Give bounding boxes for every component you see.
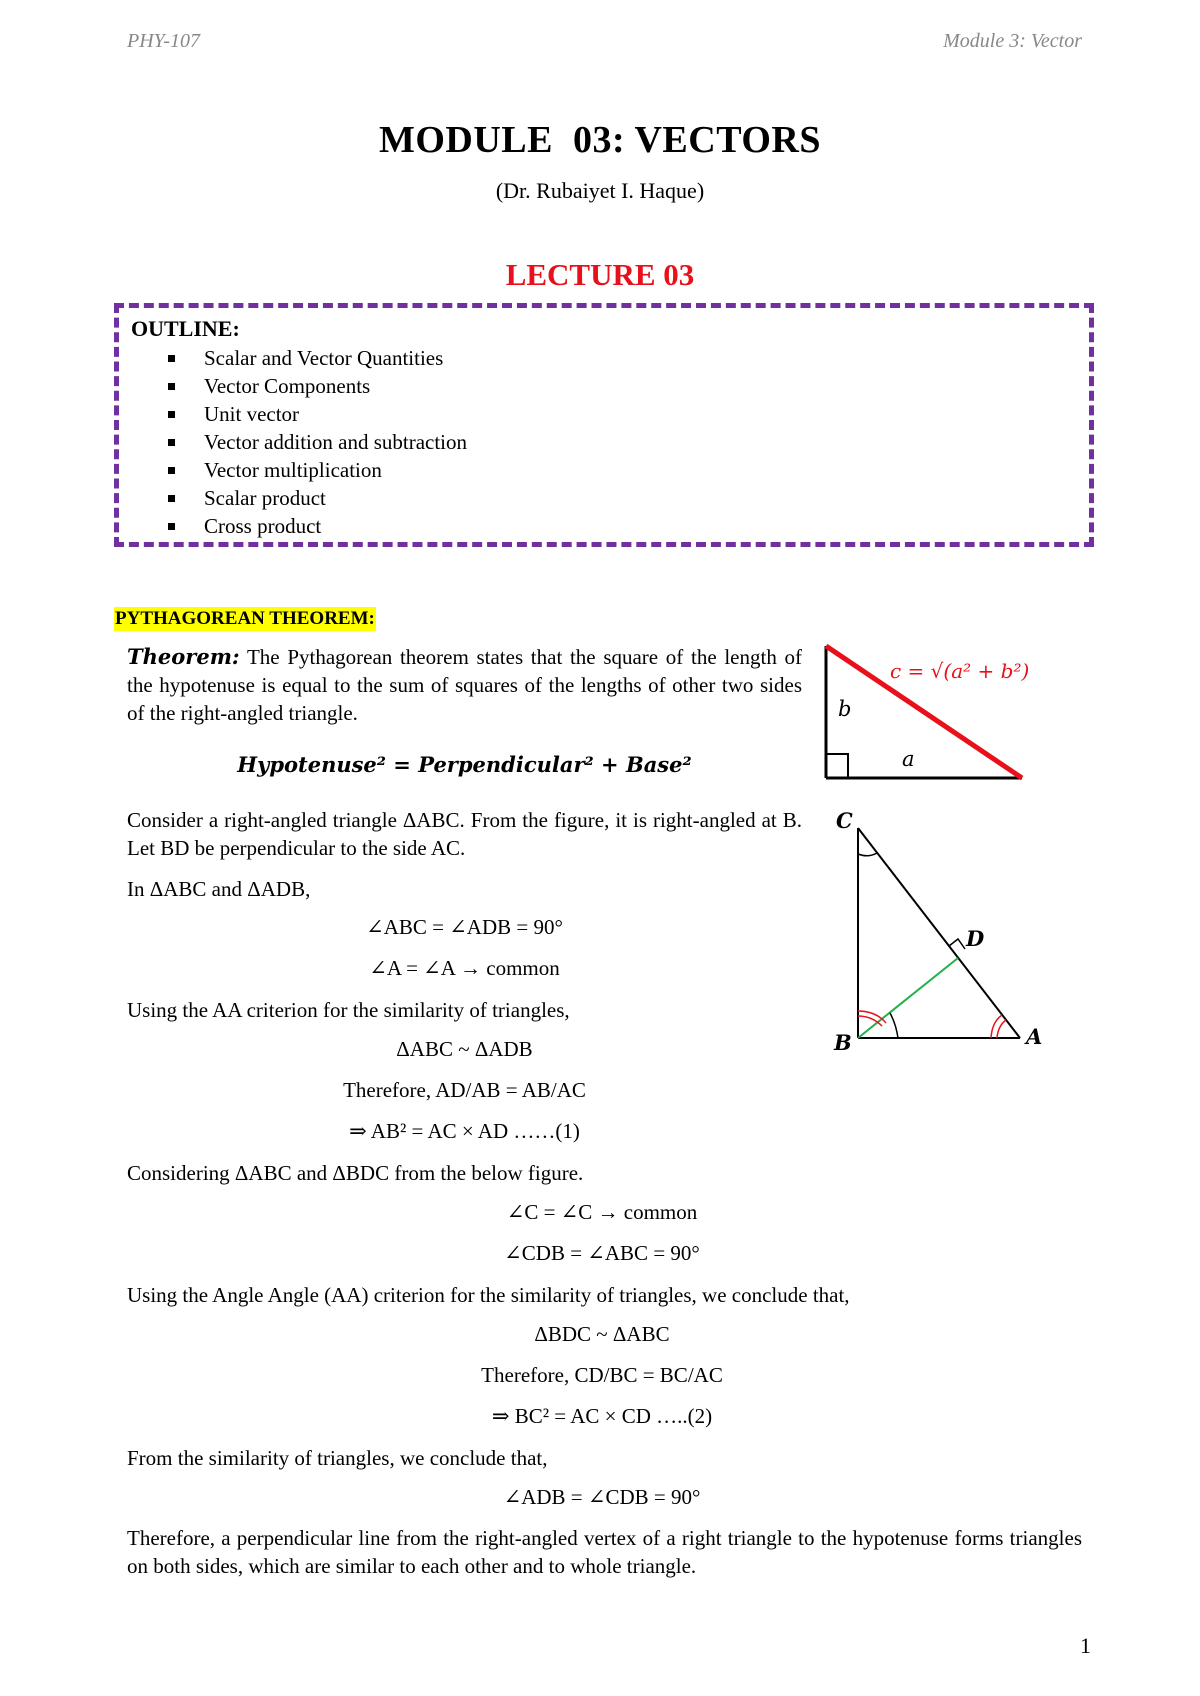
- theorem-label: Theorem:: [127, 644, 240, 669]
- header-course: PHY-107: [127, 30, 200, 52]
- paragraph: From the similarity of triangles, we conclude that,: [127, 1446, 548, 1470]
- paragraph: Considering ΔABC and ΔBDC from the below figure.: [127, 1161, 584, 1185]
- hypotenuse-label: c = √(a² + b²): [890, 659, 1030, 683]
- outline-item: Vector addition and subtraction: [168, 428, 467, 456]
- vertex-b-label: B: [834, 1030, 852, 1050]
- triangle-abc-figure: [820, 800, 1060, 1050]
- header-module: Module 3: Vector: [943, 30, 1082, 52]
- outline-item: Unit vector: [168, 400, 467, 428]
- outline-heading: OUTLINE:: [131, 316, 240, 341]
- equation: Therefore, CD/BC = BC/AC: [481, 1363, 723, 1387]
- author: (Dr. Rubaiyet I. Haque): [495, 178, 705, 203]
- equation: Therefore, AD/AB = AB/AC: [343, 1078, 586, 1102]
- vertex-a-label: A: [1026, 1024, 1043, 1049]
- right-angle-marker: [826, 754, 848, 778]
- angle-mark-a: [997, 1020, 1006, 1038]
- lecture-heading: LECTURE 03: [505, 257, 695, 292]
- paragraph: Using the AA criterion for the similarity of triangles,: [127, 998, 570, 1022]
- outline-list: [168, 344, 467, 540]
- bullet-icon: [168, 495, 175, 502]
- equation: ⇒ BC² = AC × CD …..(2): [491, 1404, 713, 1428]
- vertex-d-label: D: [966, 926, 985, 951]
- bullet-icon: [168, 355, 175, 362]
- side-ca-line: [858, 828, 1020, 1038]
- equation: ΔBDC ~ ΔABC: [534, 1322, 670, 1346]
- section-heading: PYTHAGOREAN THEOREM:: [115, 608, 375, 629]
- outline-item: Cross product: [168, 512, 467, 540]
- angle-mark-c: [858, 853, 877, 856]
- equation: ∠A = ∠A → common: [369, 956, 560, 980]
- bullet-icon: [168, 439, 175, 446]
- equation: ∠ABC = ∠ADB = 90°: [366, 915, 563, 939]
- paragraph: Therefore, a perpendicular line from the right-angled vertex of a right triangle to the hypotenuse forms triangles on both sides, which are similar to each other and to whole triangle.: [127, 1526, 1082, 1578]
- angle-mark-b-left-outer: [858, 1011, 886, 1023]
- equation: ∠C = ∠C → common: [506, 1200, 698, 1224]
- angle-mark-b-right: [890, 1013, 898, 1038]
- page-number: 1: [1080, 1633, 1091, 1658]
- outline-item: Scalar and Vector Quantities: [168, 344, 467, 372]
- equation: ∠CDB = ∠ABC = 90°: [504, 1241, 700, 1265]
- outline-item: Vector Components: [168, 372, 467, 400]
- bullet-icon: [168, 523, 175, 530]
- altitude-bd-line: [858, 958, 958, 1038]
- page-title: MODULE 03: VECTORS: [379, 119, 821, 161]
- bullet-icon: [168, 411, 175, 418]
- equation: ⇒ AB² = AC × AD ……(1): [349, 1119, 580, 1143]
- bullet-icon: [168, 383, 175, 390]
- bullet-icon: [168, 467, 175, 474]
- vertex-c-label: C: [836, 808, 853, 833]
- theorem-text: The Pythagorean theorem states that the square of the length of the hypotenuse is equal to the sum of squares of the lengths of other two sides of the right-angled triangle.: [127, 645, 802, 725]
- outline-item: Scalar product: [168, 484, 467, 512]
- theorem-paragraph: [127, 643, 802, 727]
- paragraph: In ΔABC and ΔADB,: [127, 877, 311, 901]
- pythagorean-formula: Hypotenuse² = Perpendicular² + Base²: [237, 752, 692, 777]
- side-b-label: b: [838, 697, 852, 721]
- paragraph: Consider a right-angled triangle ΔABC. From the figure, it is right-angled at B. Let BD be perpendicular to the side AC.: [127, 808, 802, 860]
- side-a-label: a: [902, 747, 915, 771]
- outline-item: Vector multiplication: [168, 456, 467, 484]
- equation: ΔABC ~ ΔADB: [396, 1037, 533, 1061]
- equation: ∠ADB = ∠CDB = 90°: [503, 1485, 701, 1509]
- right-triangle-figure: [820, 636, 1060, 786]
- paragraph: Using the Angle Angle (AA) criterion for the similarity of triangles, we conclude that,: [127, 1283, 850, 1307]
